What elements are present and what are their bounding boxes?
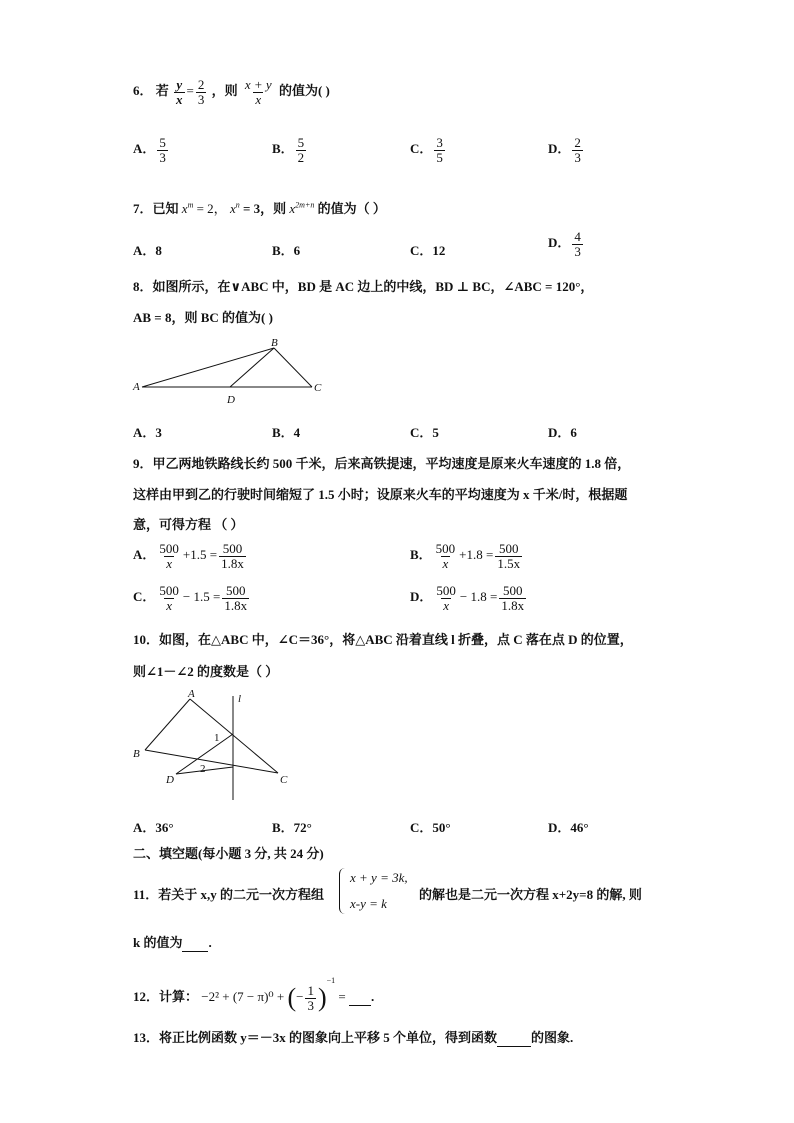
q8-option-a[interactable]: A．3 bbox=[133, 425, 162, 440]
q10-label-angle-2: 2 bbox=[200, 763, 206, 775]
q10-fold-figure bbox=[128, 686, 298, 804]
q12-stem: 12．计算： −2² + (7 − π)⁰ + (− $\frac{1}{3}$ )$^{-1}$ = . bbox=[133, 976, 375, 1013]
q10-label-b: B bbox=[133, 748, 140, 760]
q6-frac-2-3: $\frac{2}{3}$ bbox=[197, 77, 205, 107]
q9-line1: 9．甲乙两地铁路线长约 500 千米，后来高铁提速，平均速度是原来火车速度的 1.8 倍， bbox=[133, 456, 631, 471]
q6-frac-xy-over-x: $\frac{x + y}{x}$ bbox=[244, 77, 272, 107]
q7-option-a[interactable]: A．8 bbox=[133, 243, 162, 258]
q11-equation-2: x-y = k bbox=[350, 896, 387, 911]
q10-label-a: A bbox=[188, 688, 195, 700]
q9-line2: 这样由甲到乙的行驶时间缩短了 1.5 小时；设原来火车的平均速度为 x 千米/时，根据题 bbox=[133, 487, 628, 502]
q8-triangle-figure bbox=[130, 336, 330, 408]
q11-line2: k 的值为 . bbox=[133, 935, 212, 950]
q13-answer-blank[interactable] bbox=[497, 1030, 531, 1047]
q10-option-c[interactable]: C．50° bbox=[410, 820, 451, 835]
q8-label-d: D bbox=[227, 394, 235, 406]
q8-label-b: B bbox=[271, 337, 278, 349]
q11-equation-1: x + y = 3k, bbox=[350, 870, 408, 885]
q9-option-a[interactable]: A． $\frac{500}{x}$ +1.5 = $\frac{500}{1.8x}$ bbox=[133, 541, 244, 571]
q6-option-a[interactable]: A． $\frac{5}{3}$ bbox=[133, 135, 166, 165]
q10-option-a[interactable]: A．36° bbox=[133, 820, 174, 835]
q6-number: 6． bbox=[133, 83, 153, 99]
q9-line3: 意，可得方程 （ ） bbox=[133, 517, 244, 532]
q6-option-b[interactable]: B． $\frac{5}{2}$ bbox=[272, 135, 305, 165]
q10-option-b[interactable]: B．72° bbox=[272, 820, 312, 835]
q10-label-angle-1: 1 bbox=[214, 732, 220, 744]
q8-label-a: A bbox=[133, 381, 140, 393]
q9-option-d[interactable]: D． $\frac{500}{x}$ − 1.8 = $\frac{500}{1.8x}$ bbox=[410, 583, 525, 613]
q7-stem: 7．已知 $x^m = 2$， $x^n = 3$，则 $x^{2m+n}$ 的值为（ ） bbox=[133, 200, 386, 216]
q10-label-c: C bbox=[280, 774, 288, 786]
q11-stem-end: 的解也是二元一次方程 x+2y=8 的解, 则 bbox=[419, 887, 642, 902]
q7-option-c[interactable]: C．12 bbox=[410, 243, 446, 258]
q8-line2: AB = 8，则 BC 的值为( ) bbox=[133, 310, 273, 325]
q8-line1: 8．如图所示，在∨ABC 中，BD 是 AC 边上的中线，BD ⊥ BC，∠ABC = 120°， bbox=[133, 279, 594, 294]
q11-answer-blank[interactable] bbox=[182, 935, 208, 952]
q10-option-d[interactable]: D．46° bbox=[548, 820, 589, 835]
q6-stem: 6． 若 $\frac{y}{x}$ = $\frac{2}{3}$ ，则 $\frac{x + y}{x}$ 的值为( ) bbox=[133, 77, 330, 107]
q13-stem: 13．将正比例函数 y＝－3x 的图象向上平移 5 个单位，得到函数 的图象. bbox=[133, 1030, 574, 1045]
q12-answer-blank[interactable] bbox=[349, 989, 371, 1006]
q9-option-c[interactable]: C． $\frac{500}{x}$ − 1.5 = $\frac{500}{1.8x}$ bbox=[133, 583, 248, 613]
q10-label-l: l bbox=[238, 693, 242, 705]
q6-option-c[interactable]: C． $\frac{3}{5}$ bbox=[410, 135, 443, 165]
q8-option-b[interactable]: B．4 bbox=[272, 425, 301, 440]
q10-line1: 10．如图，在△ABC 中，∠C＝36°，将△ABC 沿着直线 l 折叠，点 C 落在点 D 的位置， bbox=[133, 632, 633, 647]
q6-option-d[interactable]: D． $\frac{2}{3}$ bbox=[548, 135, 581, 165]
q11-stem: 11．若关于 x,y 的二元一次方程组 bbox=[133, 887, 325, 902]
q8-option-c[interactable]: C．5 bbox=[410, 425, 439, 440]
q11-brace bbox=[339, 868, 346, 914]
q7-option-d[interactable]: D． $\frac{4}{3}$ bbox=[548, 229, 581, 259]
q10-line2: 则∠1－∠2 的度数是（ ） bbox=[133, 664, 279, 679]
q6-frac-y-over-x: $\frac{y}{x}$ bbox=[176, 77, 183, 107]
q7-option-b[interactable]: B．6 bbox=[272, 243, 301, 258]
q10-label-d: D bbox=[166, 774, 174, 786]
section-heading-fill-in: 二、填空题(每小题 3 分, 共 24 分) bbox=[133, 846, 324, 861]
q9-option-b[interactable]: B． $\frac{500}{x}$ +1.8 = $\frac{500}{1.5x}$ bbox=[410, 541, 521, 571]
q8-option-d[interactable]: D．6 bbox=[548, 425, 577, 440]
q8-label-c: C bbox=[314, 382, 322, 394]
